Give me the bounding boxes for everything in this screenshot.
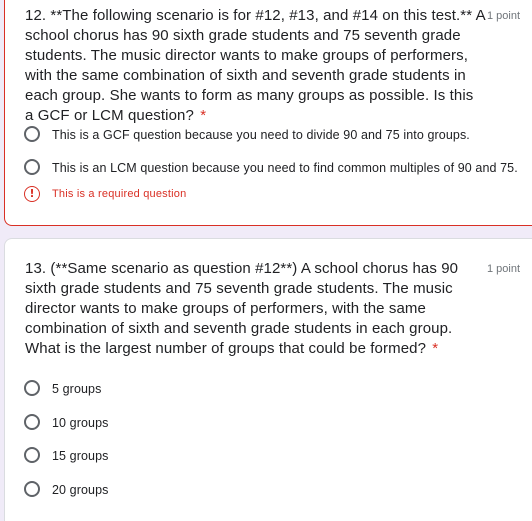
option-label: This is an LCM question because you need to find common multiples of 90 and 75. (52, 160, 518, 175)
option-label: 10 groups (52, 415, 109, 430)
option-15-groups[interactable] (24, 448, 109, 463)
error-icon: ! (24, 186, 40, 202)
option-label: 5 groups (52, 381, 102, 396)
option-label: This is a GCF question because you need to divide 90 and 75 into groups. (52, 127, 470, 142)
required-asterisk: * (200, 107, 207, 124)
option-10-groups[interactable] (24, 415, 109, 430)
radio-button[interactable] (24, 414, 40, 430)
radio-button[interactable] (24, 159, 40, 175)
option-20-groups[interactable] (24, 482, 109, 497)
points-label: 1 point (486, 10, 520, 22)
points-label: 1 point (486, 263, 520, 275)
question-text: 13. (**Same scenario as question #12**) A school chorus has 90 sixth grade students and 75 seventh grade students. The music director wants to make groups of performers, with the same combination of sixth and seventh grade students in each group. What is the largest number of groups that could be formed? (25, 260, 459, 357)
question-title (25, 6, 485, 126)
question-card-12 (4, 0, 532, 226)
required-asterisk: * (432, 340, 439, 357)
radio-button[interactable] (24, 447, 40, 463)
option-label: 20 groups (52, 482, 109, 497)
radio-button[interactable] (24, 380, 40, 396)
error-message: This is a required question (52, 188, 187, 200)
option-label: 15 groups (52, 448, 109, 463)
option-lcm[interactable] (24, 160, 518, 175)
question-title (25, 259, 485, 359)
option-5-groups[interactable] (24, 381, 101, 396)
question-text: 12. **The following scenario is for #12, #13, and #14 on this test.** A school chorus has 90 sixth grade students and 75 seventh grade students. The music director wants to make groups of performers, with the same combination of sixth and seventh grade students in each group. She wants to form as many groups as possible. Is this a GCF or LCM question? (25, 7, 485, 124)
radio-button[interactable] (24, 126, 40, 142)
question-card-13 (4, 238, 532, 521)
option-gcf[interactable] (24, 127, 470, 142)
radio-button[interactable] (24, 481, 40, 497)
required-error (24, 186, 186, 202)
